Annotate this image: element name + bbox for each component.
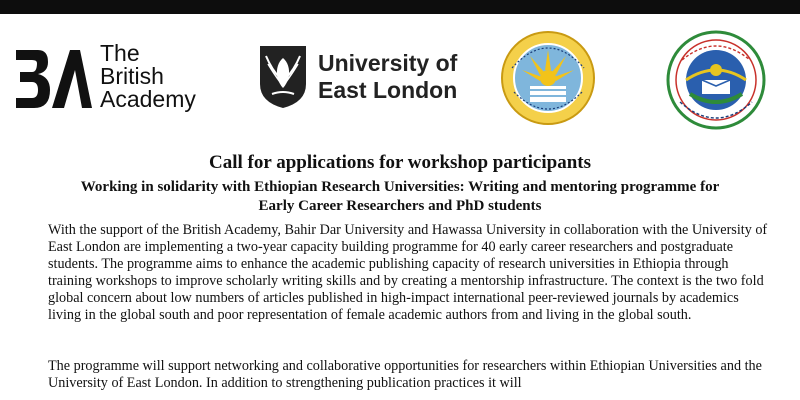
body-paragraph-2: The programme will support networking and collaborative opportunities for researchers within Ethiopian Universities and the University of East London. In addition to strengthening publication practices it will	[48, 358, 762, 391]
british-academy-wordmark	[100, 42, 196, 111]
document-subtitle: Working in solidarity with Ethiopian Research Universities: Writing and mentoring programme for Early Career Researchers and PhD students	[80, 179, 720, 214]
top-black-bar	[0, 0, 800, 14]
ba-line-2: British	[100, 63, 164, 89]
uel-line-2: East London	[318, 77, 458, 103]
british-academy-logo-mark-icon	[12, 44, 92, 114]
uel-phoenix-crest-icon	[258, 44, 308, 110]
bahir-dar-university-seal-icon	[500, 30, 596, 126]
document-title: Call for applications for workshop participants	[209, 152, 591, 173]
ba-line-1: The	[100, 40, 140, 66]
uel-wordmark	[318, 50, 457, 104]
body-paragraph-1: With the support of the British Academy, Bahir Dar University and Hawassa University in collaboration with the University of East London are implementing a two-year capacity building programme for 40 early career researchers and postgraduate students. The programme aims to enhance the academic publishing capacity of research universities in Ethiopia through training workshops to improve scholarly writing skills and by creating a mentorship infrastructure. The context is the two fold global concern about low numbers of articles published in high-impact international peer-reviewed journals by academics living in the global south and poor representation of female academic authors from and living in the global south.	[48, 222, 768, 323]
uel-line-1: University of	[318, 50, 458, 76]
ba-line-3: Academy	[100, 86, 196, 112]
hawassa-university-seal-icon	[666, 30, 766, 130]
